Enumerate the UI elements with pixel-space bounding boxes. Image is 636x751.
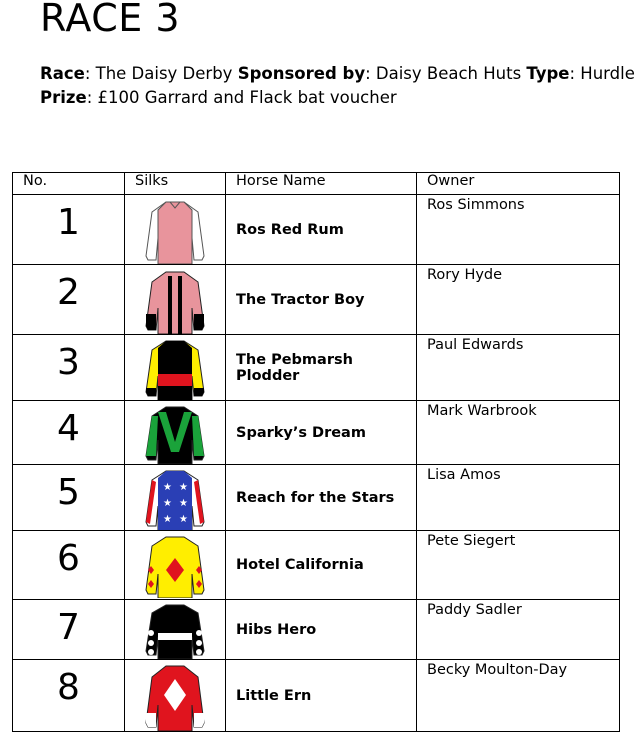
horse-name: Reach for the Stars xyxy=(226,465,417,531)
owner-name: Ros Simmons xyxy=(417,195,620,265)
runner-number: 2 xyxy=(13,265,125,335)
owner-name: Rory Hyde xyxy=(417,265,620,335)
black-white-hoop-spots-silk-icon xyxy=(144,603,206,659)
owner-name: Pete Siegert xyxy=(417,531,620,600)
black-yellow-red-sash-silk-icon xyxy=(144,338,206,400)
header-silks: Silks xyxy=(125,173,226,195)
horse-name: Hibs Hero xyxy=(226,600,417,660)
runner-silk xyxy=(125,265,226,335)
runner-silk xyxy=(125,531,226,600)
runner-silk xyxy=(125,335,226,401)
runner-number: 8 xyxy=(13,660,125,732)
table-row xyxy=(13,401,620,465)
runner-silk xyxy=(125,465,226,531)
svg-text:★: ★ xyxy=(179,497,188,509)
runner-number: 7 xyxy=(13,600,125,660)
runners-table xyxy=(12,172,620,732)
race-info-line-2 xyxy=(40,86,635,110)
sponsor-value: : Daisy Beach Huts xyxy=(365,64,527,83)
runner-number: 1 xyxy=(13,195,125,265)
runner-silk xyxy=(125,660,226,732)
table-row xyxy=(13,465,620,531)
race-info-line-1 xyxy=(40,62,635,86)
stars-and-stripes-silk-icon xyxy=(144,468,206,530)
table-row xyxy=(13,531,620,600)
horse-name: Sparky’s Dream xyxy=(226,401,417,465)
yellow-red-diamonds-silk-icon xyxy=(144,534,206,598)
runner-number: 5 xyxy=(13,465,125,531)
sponsor-label: Sponsored by xyxy=(237,64,366,83)
table-header-row xyxy=(13,173,620,195)
horse-name: The Tractor Boy xyxy=(226,265,417,335)
table-row xyxy=(13,600,620,660)
type-label: Type xyxy=(526,64,570,83)
owner-name: Becky Moulton-Day xyxy=(417,660,620,732)
owner-name: Mark Warbrook xyxy=(417,401,620,465)
race-value: : The Daisy Derby xyxy=(84,64,238,83)
horse-name: The Pebmarsh Plodder xyxy=(226,335,417,401)
runner-silk xyxy=(125,195,226,265)
header-horse-name: Horse Name xyxy=(226,173,417,195)
table-row xyxy=(13,660,620,732)
owner-name: Paul Edwards xyxy=(417,335,620,401)
header-no: No. xyxy=(13,173,125,195)
prize-value: : £100 Garrard and Flack bat voucher xyxy=(86,88,397,107)
svg-text:★: ★ xyxy=(179,513,188,525)
table-row xyxy=(13,265,620,335)
table-row xyxy=(13,195,620,265)
table-row xyxy=(13,335,620,401)
pink-white-sleeves-silk-icon xyxy=(144,198,206,264)
runner-number: 3 xyxy=(13,335,125,401)
runner-number: 6 xyxy=(13,531,125,600)
runner-number: 4 xyxy=(13,401,125,465)
owner-name: Lisa Amos xyxy=(417,465,620,531)
runner-silk xyxy=(125,401,226,465)
runner-silk xyxy=(125,600,226,660)
horse-name: Ros Red Rum xyxy=(226,195,417,265)
race-info xyxy=(40,62,635,110)
horse-name: Little Ern xyxy=(226,660,417,732)
svg-text:★: ★ xyxy=(163,513,172,525)
svg-text:★: ★ xyxy=(163,497,172,509)
black-green-chevron-silk-icon xyxy=(144,404,206,464)
type-value: : Hurdle xyxy=(569,64,635,83)
svg-text:★: ★ xyxy=(179,481,188,493)
header-owner: Owner xyxy=(417,173,620,195)
race-label: Race xyxy=(40,64,85,83)
pink-black-stripes-silk-icon xyxy=(144,268,206,334)
owner-name: Paddy Sadler xyxy=(417,600,620,660)
page-title: RACE 3 xyxy=(40,0,180,40)
red-white-diamond-silk-icon xyxy=(144,663,206,731)
horse-name: Hotel California xyxy=(226,531,417,600)
svg-text:★: ★ xyxy=(163,481,172,493)
prize-label: Prize xyxy=(40,88,87,107)
